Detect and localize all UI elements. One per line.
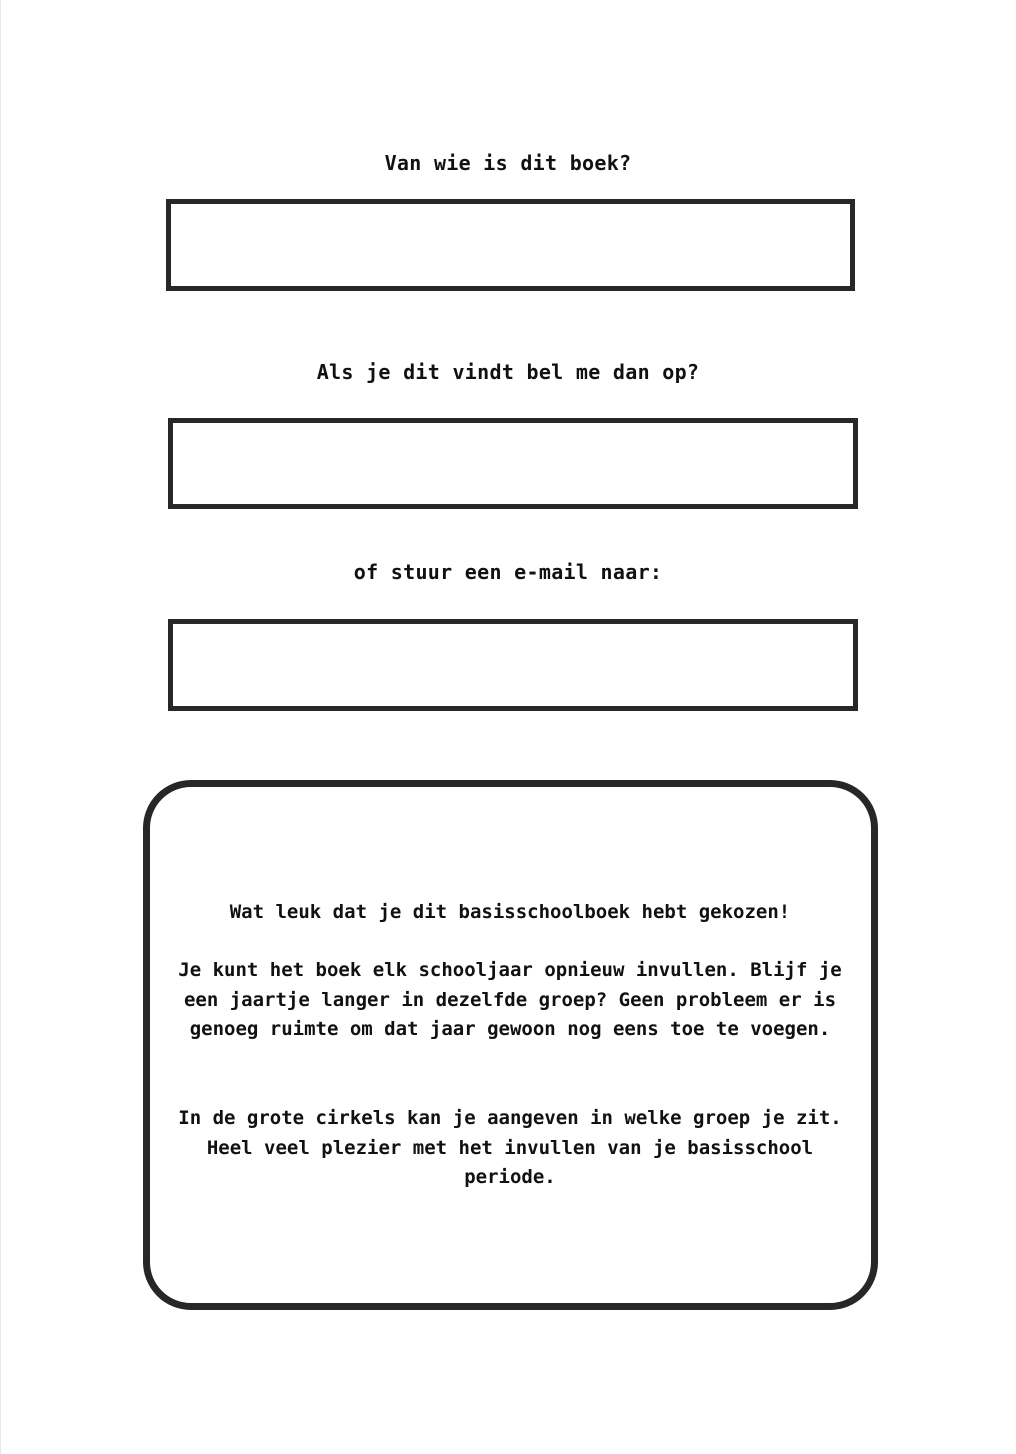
- intro-paragraph-2: In de grote cirkels kan je aangeven in welke groep je zit. Heel veel plezier met het invullen van je basisschool periode.: [178, 1107, 842, 1188]
- phone-number-field[interactable]: [168, 418, 858, 509]
- owner-name-field[interactable]: [166, 199, 855, 291]
- owner-question-label: Van wie is dit boek?: [384, 151, 632, 175]
- email-question-label: of stuur een e-mail naar:: [353, 560, 663, 584]
- phone-question-label: Als je dit vindt bel me dan op?: [316, 360, 700, 384]
- page-edge: [0, 0, 1, 1454]
- intro-paragraph-1: Je kunt het boek elk schooljaar opnieuw invullen. Blijf je een jaartje langer in dezelfde groep? Geen probleem er is genoeg ruimte om dat jaar gewoon nog eens toe te voegen.: [178, 959, 842, 1040]
- intro-box: [143, 780, 878, 1310]
- intro-heading: Wat leuk dat je dit basisschoolboek hebt gekozen!: [229, 901, 791, 923]
- email-field[interactable]: [168, 619, 858, 711]
